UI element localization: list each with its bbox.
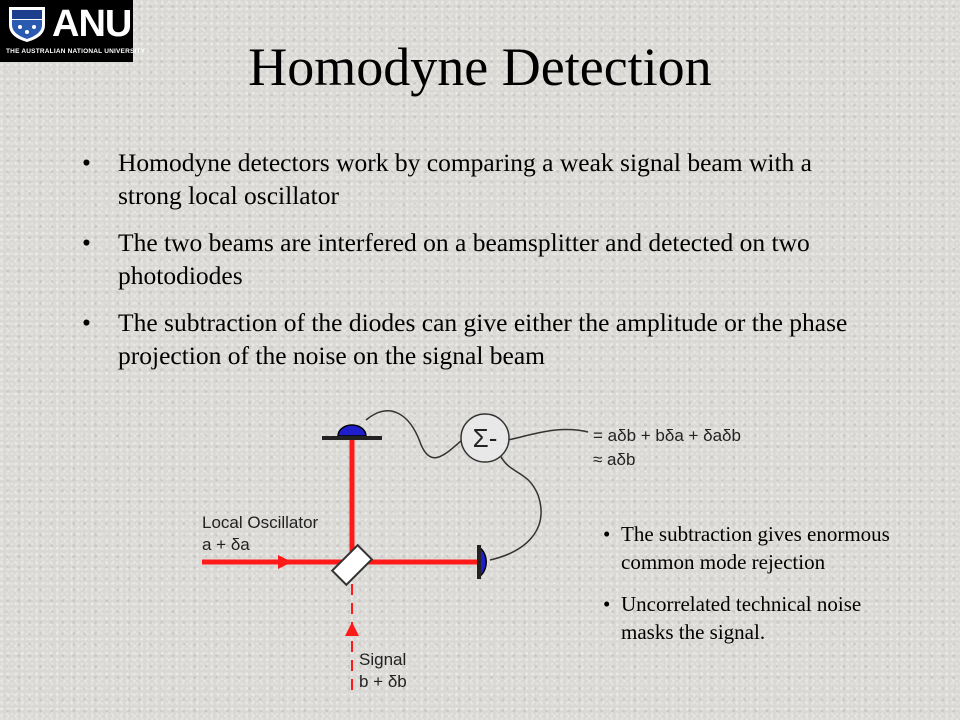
- beamsplitter: [332, 545, 372, 585]
- bullet-item: • Homodyne detectors work by comparing a weak signal beam with a strong local oscillator: [82, 148, 812, 210]
- side-bullet-text: The subtraction gives enormous common mode rejection: [621, 522, 890, 574]
- top-detector-wire: [366, 411, 462, 458]
- subtractor-symbol: Σ-: [472, 423, 498, 453]
- side-bullet-item: • Uncorrelated technical noise masks the signal.: [603, 592, 862, 644]
- signal-arrow: [345, 622, 359, 636]
- bullet-item: • The two beams are interfered on a beamsplitter and detected on two photodiodes: [82, 228, 810, 290]
- bullet-list: [82, 146, 882, 386]
- equation-approx: ≈ aδb: [593, 450, 636, 469]
- right-detector-wire: [490, 455, 541, 560]
- side-bullet-text: Uncorrelated technical noise masks the signal.: [621, 592, 862, 644]
- side-bullet-list: [603, 520, 903, 660]
- logo-text: ANU: [52, 3, 132, 45]
- page-title: Homodyne Detection: [248, 37, 712, 97]
- university-name: THE AUSTRALIAN NATIONAL UNIVERSITY: [6, 48, 146, 55]
- side-bullet-item: • The subtraction gives enormous common mode rejection: [603, 522, 890, 574]
- top-photodiode: [338, 425, 366, 436]
- local-oscillator-expr: a + δa: [202, 535, 250, 554]
- bullet-text: Homodyne detectors work by comparing a weak signal beam with a strong local oscillator: [118, 148, 812, 210]
- bullet-text: The two beams are interfered on a beamsplitter and detected on two photodiodes: [118, 228, 810, 290]
- bullet-item: • The subtraction of the diodes can give either the amplitude or the phase projection of the noise on the signal beam: [82, 308, 848, 370]
- signal-expr: b + δb: [359, 672, 407, 691]
- bullet-text: The subtraction of the diodes can give either the amplitude or the phase projection of the noise on the signal beam: [118, 308, 848, 370]
- local-oscillator-arrow: [278, 555, 292, 569]
- local-oscillator-label: Local Oscillator: [202, 513, 319, 532]
- output-wire: [508, 429, 588, 440]
- signal-label: Signal: [359, 650, 407, 669]
- equation-exact: = aδb + bδa + δaδb: [593, 426, 741, 445]
